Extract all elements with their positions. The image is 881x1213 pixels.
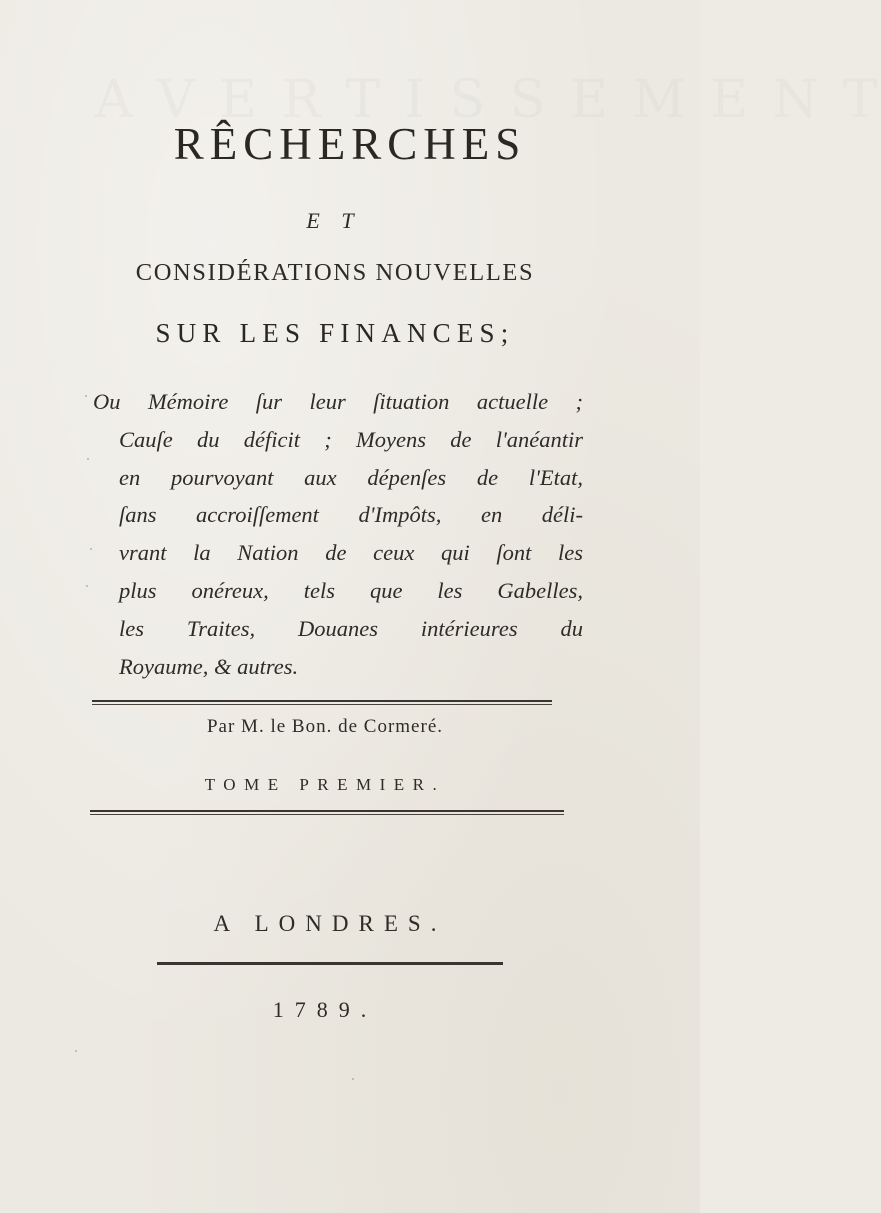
divider-rule xyxy=(90,810,564,812)
paper-speck xyxy=(85,395,87,397)
paper-speck xyxy=(75,1050,77,1052)
ornamental-rule xyxy=(157,962,503,965)
divider-rule xyxy=(92,700,552,702)
subtitle-line-2: SUR LES FINANCES; xyxy=(155,318,515,348)
bleed-through-text: A V E R T I S S E M E N T xyxy=(95,70,881,130)
paper-speck xyxy=(87,458,89,460)
paper-speck xyxy=(352,1078,354,1080)
description-line: ſans accroiſſement d'Impôts, en déli- xyxy=(119,502,583,528)
imprint-year: 1789. xyxy=(272,997,378,1022)
description-line: Cauſe du déficit ; Moyens de l'anéantir xyxy=(119,426,583,452)
divider-rule-inner xyxy=(92,704,552,705)
author-line: Par M. le Bon. de Cormeré. xyxy=(206,716,443,737)
paper-speck xyxy=(90,548,92,550)
description-line: Royaume, & autres. xyxy=(119,653,299,679)
main-title: RÊCHERCHES xyxy=(173,119,527,169)
description-line: en pourvoyant aux dépenſes de l'Etat, xyxy=(119,464,583,490)
volume-line: TOME PREMIER. xyxy=(204,775,446,794)
description-line: plus onéreux, tels que les Gabelles, xyxy=(119,577,583,603)
imprint-place: A LONDRES. xyxy=(213,911,447,936)
description-line: vrant la Nation de ceux qui ſont les xyxy=(119,540,583,566)
subtitle-line-1: CONSIDÉRATIONS NOUVELLES xyxy=(135,259,535,286)
description-line: les Traites, Douanes intérieures du xyxy=(119,615,583,641)
paper-speck xyxy=(86,585,88,587)
divider-rule-inner xyxy=(90,814,564,815)
conjunction-et: E T xyxy=(306,208,362,233)
description-paragraph xyxy=(93,383,583,685)
description-line: Ou Mémoire ſur leur ſituation actuelle ; xyxy=(93,389,583,414)
